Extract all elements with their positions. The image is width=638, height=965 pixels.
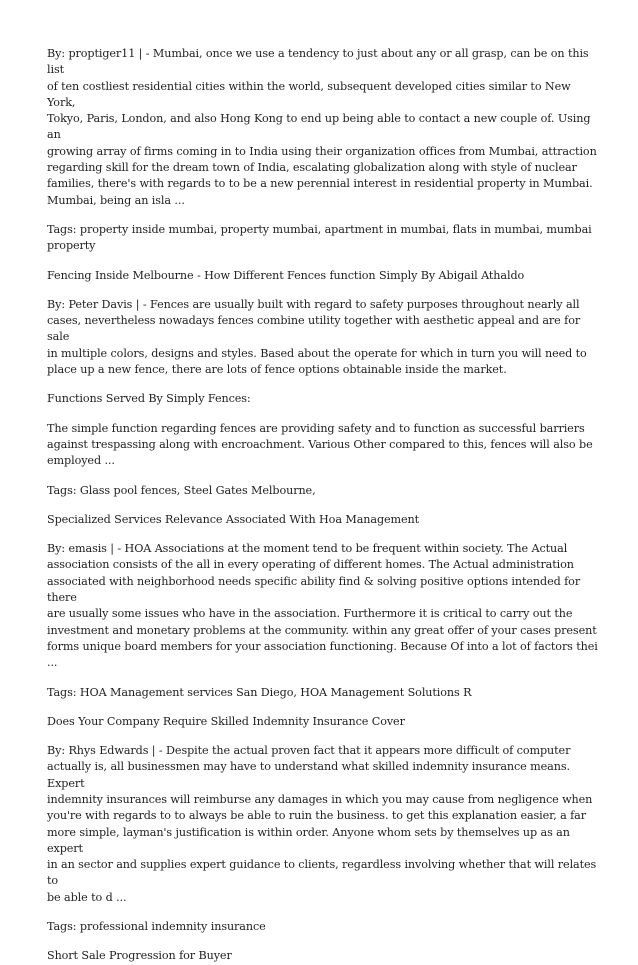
article-summary: By: Peter Davis | - Fences are usually built with regard to safety purposes throughout nearly all cases, nevertheless nowadays fences combine utility together with aesthetic appeal and are for sale in multiple colors, designs and styles. Based about the operate for which in turn you will need to place up a new fence, there are lots of fence options obtainable inside the market. — [47, 297, 587, 377]
article-summary: The simple function regarding fences are providing safety and to function as successful barriers against trespassing along with encroachment. Various Other compared to this, fences will also be employed ... — [47, 421, 593, 468]
article-title: Short Sale Progression for Buyer — [47, 949, 232, 963]
article-summary: By: Rhys Edwards | - Despite the actual proven fact that it appears more difficult of computer actually is, all businessmen may have to understand what skilled indemnity insurance means. Expert indemnity insurances will reimburse any damages in which you may cause from negligence when you're with regards to to always be able to ruin the business. to get this explanation easier, a far more simple, layman's justification is within order. Anyone whom sets by themselves up as an expert in an sector and supplies expert guidance to clients, regardless involving whether that will relates to be able to d ... — [47, 744, 597, 904]
article-title: Fencing Inside Melbourne - How Different Fences function Simply By Abigail Athaldo — [47, 268, 525, 282]
article-title: Does Your Company Require Skilled Indemnity Insurance Cover — [47, 714, 405, 728]
article-tags: Tags: property inside mumbai, property mumbai, apartment in mumbai, flats in mumbai, mumbai property — [47, 222, 592, 253]
article-summary: By: proptiger11 | - Mumbai, once we use a tendency to just about any or all grasp, can be on this list of ten costliest residential cities within the world, subsequent developed cities similar to New York, Tokyo, Paris, London, and also Hong Kong to end up being able to contact a new couple of. Using an growing array of firms coming in to India using their organization offices from Mumbai, attraction regarding skill for the dream town of India, escalating globalization along with style of nuclear families, there's with regards to to be a new perennial interest in residential property in Mumbai. Mumbai, being an isla ... — [47, 47, 597, 207]
article-tags: Tags: professional indemnity insurance — [47, 920, 266, 934]
article-tags: Tags: Glass pool fences, Steel Gates Melbourne, — [47, 483, 316, 497]
section-subheading: Functions Served By Simply Fences: — [47, 392, 251, 406]
article-summary: By: emasis | - HOA Associations at the moment tend to be frequent within society. The Actual association consists of the all in every operating of different homes. The Actual administration associated with neighborhood needs specific ability find & solving positive options intended for there are usually some issues who have in the association. Furthermore it is critical to carry out the investment and monetary problems at the community. within any great offer of your cases present forms unique board members for your association functioning. Because Of into a lot of factors thei ... — [47, 542, 598, 670]
article-tags: Tags: HOA Management services San Diego, HOA Management Solutions R — [47, 685, 472, 699]
article-title: Specialized Services Relevance Associated With Hoa Management — [47, 512, 420, 526]
